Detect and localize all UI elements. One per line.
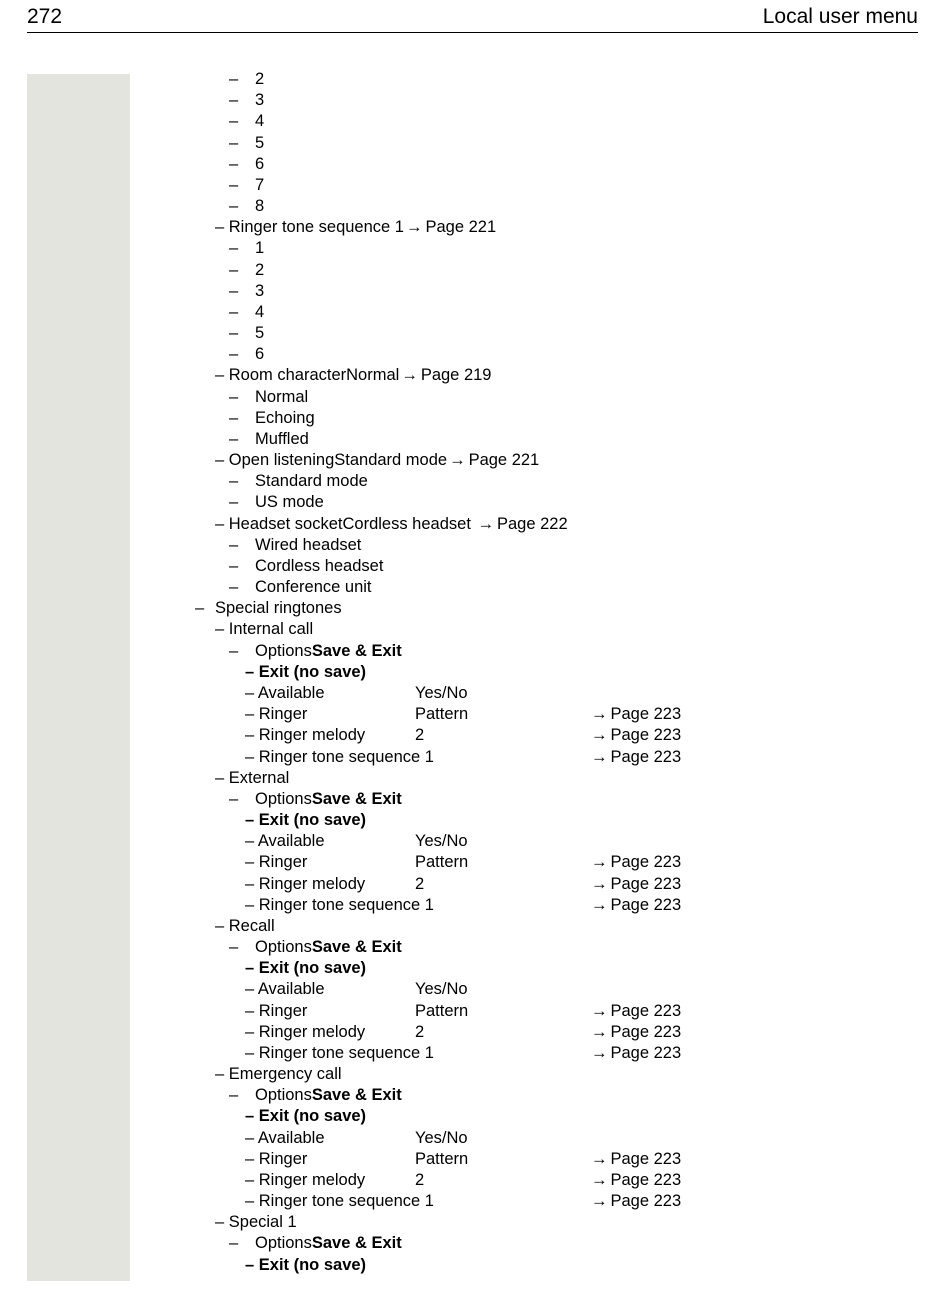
list-dash: – <box>229 260 239 279</box>
list-dash: – <box>229 472 239 491</box>
menu-item-text: Ringer tone sequence 1 <box>228 218 404 237</box>
setting-label: – Available <box>245 1128 325 1147</box>
menu-item-text: Recall <box>228 916 275 935</box>
setting-label: – Ringer <box>245 705 308 724</box>
setting-value: Pattern <box>415 1149 469 1168</box>
setting-value: Yes/No <box>415 980 468 999</box>
list-dash: – <box>229 789 239 808</box>
setting-label: – Ringer <box>245 1149 308 1168</box>
menu-value: 6 <box>255 154 265 173</box>
list-dash: – <box>229 1086 239 1105</box>
menu-tree <box>0 69 950 1276</box>
setting-label: – Available <box>245 980 325 999</box>
menu-item-label: – Room characterNormal → Page 219 <box>215 365 491 386</box>
setting-value: Yes/No <box>415 683 468 702</box>
page-reference[interactable]: Page 221 <box>468 451 540 470</box>
menu-item-ringer-tone-sequence <box>0 217 950 238</box>
list-dash: – <box>229 535 239 554</box>
exit-no-save-option: – Exit (no save) <box>245 1107 367 1126</box>
page-reference[interactable]: Page 223 <box>610 1043 682 1062</box>
header-rule <box>27 32 918 33</box>
menu-item-headset-socket <box>0 514 950 535</box>
page-reference-cell <box>589 852 681 873</box>
list-item <box>0 69 950 90</box>
list-item <box>0 492 950 513</box>
table-row <box>0 979 950 1000</box>
list-item <box>0 408 950 429</box>
list-dash: – <box>229 91 239 110</box>
menu-value: 1 <box>255 239 265 258</box>
options-text: Options <box>255 789 312 808</box>
menu-value: 3 <box>255 281 265 300</box>
menu-item-open-listening <box>0 450 950 471</box>
list-dash: – <box>229 408 239 427</box>
page-reference[interactable]: Page 219 <box>420 366 492 385</box>
page-reference[interactable]: Page 223 <box>610 1170 682 1189</box>
page-reference[interactable]: Page 223 <box>610 747 682 766</box>
list-dash: – <box>229 556 239 575</box>
menu-item-ringtone-group <box>0 1064 950 1085</box>
list-item <box>0 535 950 556</box>
exit-no-save-row <box>0 1106 950 1127</box>
menu-value: 5 <box>255 324 265 343</box>
right-arrow-icon: → <box>591 1043 608 1062</box>
exit-no-save-option: – Exit (no save) <box>245 811 367 830</box>
setting-value: 2 <box>415 1170 425 1189</box>
exit-no-save-row <box>0 662 950 683</box>
menu-item-label: – Headset socketCordless headset → Page 222 <box>215 514 568 535</box>
list-item <box>0 344 950 365</box>
list-dash: – <box>229 324 239 343</box>
save-exit-option: Save & Exit <box>311 1234 402 1253</box>
list-item <box>0 133 950 154</box>
setting-label: – Ringer tone sequence 1 <box>245 1043 434 1062</box>
list-dash: – <box>229 938 239 957</box>
table-row <box>0 725 950 746</box>
menu-value: 4 <box>255 112 265 131</box>
page-reference[interactable]: Page 223 <box>610 705 682 724</box>
list-dash: – <box>229 429 239 448</box>
options-text: Options <box>255 641 312 660</box>
table-row <box>0 1001 950 1022</box>
options-label <box>255 1085 402 1106</box>
menu-item-text: Emergency call <box>228 1065 342 1084</box>
setting-label: – Ringer melody <box>245 726 366 745</box>
options-text: Options <box>255 1086 312 1105</box>
table-row <box>0 874 950 895</box>
save-exit-option: Save & Exit <box>311 1086 402 1105</box>
table-row <box>0 1022 950 1043</box>
page-reference-cell <box>589 747 681 768</box>
menu-value: 2 <box>255 260 265 279</box>
list-item <box>0 238 950 259</box>
exit-no-save-option: – Exit (no save) <box>245 959 367 978</box>
options-text: Options <box>255 1234 312 1253</box>
table-row <box>0 852 950 873</box>
list-dash: – <box>229 493 239 512</box>
options-row <box>0 1233 950 1254</box>
setting-value: Pattern <box>415 1001 469 1020</box>
menu-item-text: Special ringtones <box>215 599 342 618</box>
menu-item-label: – Open listeningStandard mode → Page 221 <box>215 450 539 471</box>
table-row <box>0 1128 950 1149</box>
options-label <box>255 937 402 958</box>
right-arrow-icon: → <box>591 874 608 893</box>
list-dash: – <box>229 70 239 88</box>
exit-no-save-option: – Exit (no save) <box>245 1255 367 1274</box>
list-dash: – <box>229 281 239 300</box>
page-reference-cell <box>589 1191 681 1212</box>
page-reference[interactable]: Page 223 <box>610 1192 682 1211</box>
menu-value: Normal <box>255 387 309 406</box>
menu-item-label: – Recall <box>215 916 275 935</box>
page-reference[interactable]: Page 223 <box>610 853 682 872</box>
list-item <box>0 323 950 344</box>
setting-label: – Ringer tone sequence 1 <box>245 895 434 914</box>
list-dash: – <box>229 197 239 216</box>
list-item <box>0 429 950 450</box>
list-item <box>0 260 950 281</box>
options-row <box>0 1085 950 1106</box>
menu-item-text: External <box>228 768 290 787</box>
setting-label: – Ringer melody <box>245 1022 366 1041</box>
page-reference[interactable]: Page 223 <box>610 1149 682 1168</box>
list-item <box>0 471 950 492</box>
options-text: Options <box>255 938 312 957</box>
list-dash: – <box>229 345 239 364</box>
menu-value: Cordless headset <box>255 556 384 575</box>
right-arrow-icon: → <box>401 366 418 385</box>
menu-item-text: Open listeningStandard mode <box>228 451 448 470</box>
menu-item-text: Room characterNormal <box>228 366 400 385</box>
list-item <box>0 387 950 408</box>
setting-label: – Ringer tone sequence 1 <box>245 747 434 766</box>
list-item <box>0 556 950 577</box>
setting-value: 2 <box>415 726 425 745</box>
table-row <box>0 1043 950 1064</box>
right-arrow-icon: → <box>591 1149 608 1168</box>
list-dash: – <box>229 175 239 194</box>
setting-label: – Ringer tone sequence 1 <box>245 1192 434 1211</box>
menu-item-label: – Special 1 <box>215 1213 297 1232</box>
options-row <box>0 641 950 662</box>
table-row <box>0 1170 950 1191</box>
menu-item-ringtone-group <box>0 768 950 789</box>
list-dash: – <box>229 154 239 173</box>
menu-item-label: – Internal call <box>215 620 314 639</box>
page-reference[interactable]: Page 223 <box>610 895 682 914</box>
setting-value: 2 <box>415 1022 425 1041</box>
list-item <box>0 577 950 598</box>
menu-item-ringtone-group <box>0 916 950 937</box>
page-reference[interactable]: Page 223 <box>610 874 682 893</box>
right-arrow-icon: → <box>591 1192 608 1211</box>
right-arrow-icon: → <box>591 705 608 724</box>
setting-label: – Available <box>245 832 325 851</box>
table-row <box>0 704 950 725</box>
setting-value: Yes/No <box>415 1128 468 1147</box>
menu-item-ringtone-group <box>0 619 950 640</box>
setting-label: – Ringer <box>245 853 308 872</box>
page-reference-cell <box>589 725 681 746</box>
setting-label: – Available <box>245 683 325 702</box>
right-arrow-icon: → <box>591 853 608 872</box>
right-arrow-icon: → <box>591 1001 608 1020</box>
page-number: 272 <box>27 5 63 28</box>
setting-label: – Ringer melody <box>245 1170 366 1189</box>
menu-value: 3 <box>255 91 265 110</box>
save-exit-option: Save & Exit <box>311 641 402 660</box>
right-arrow-icon: → <box>591 895 608 914</box>
options-row <box>0 937 950 958</box>
menu-value: 5 <box>255 133 265 152</box>
right-arrow-icon: → <box>591 1170 608 1189</box>
exit-no-save-row <box>0 810 950 831</box>
list-item <box>0 281 950 302</box>
menu-item-label: – External <box>215 768 290 787</box>
table-row <box>0 1191 950 1212</box>
page-reference[interactable]: Page 221 <box>425 218 497 237</box>
right-arrow-icon: → <box>405 218 423 237</box>
page-reference-cell <box>589 1022 681 1043</box>
table-row <box>0 747 950 768</box>
list-dash: – <box>229 302 239 321</box>
list-item <box>0 175 950 196</box>
menu-value: 8 <box>255 197 265 216</box>
list-dash: – <box>195 599 205 618</box>
menu-item-text: Headset socketCordless headset <box>228 514 476 533</box>
list-item <box>0 302 950 323</box>
list-item <box>0 154 950 175</box>
menu-value: Wired headset <box>255 535 362 554</box>
page-reference-cell <box>589 704 681 725</box>
page-reference-cell <box>589 1043 681 1064</box>
save-exit-option: Save & Exit <box>311 789 402 808</box>
menu-value: 4 <box>255 302 265 321</box>
exit-no-save-row <box>0 1255 950 1276</box>
menu-item-label: – Emergency call <box>215 1065 342 1084</box>
save-exit-option: Save & Exit <box>311 938 402 957</box>
table-row <box>0 895 950 916</box>
page-reference-cell <box>589 895 681 916</box>
setting-label: – Ringer melody <box>245 874 366 893</box>
page-reference[interactable]: Page 223 <box>610 1001 682 1020</box>
menu-value: Conference unit <box>255 578 372 597</box>
setting-value: Pattern <box>415 705 469 724</box>
page-reference-cell <box>589 874 681 895</box>
page-reference[interactable]: Page 223 <box>610 1022 682 1041</box>
right-arrow-icon: → <box>449 451 466 470</box>
setting-value: Pattern <box>415 853 469 872</box>
page-reference-cell <box>589 1170 681 1191</box>
menu-value: 6 <box>255 345 265 364</box>
options-label <box>255 641 402 662</box>
right-arrow-icon: → <box>477 514 494 533</box>
menu-value: Echoing <box>255 408 315 427</box>
menu-value: 7 <box>255 175 265 194</box>
page-reference[interactable]: Page 222 <box>496 514 568 533</box>
list-dash: – <box>229 387 239 406</box>
list-item <box>0 196 950 217</box>
menu-item-ringtone-group <box>0 1212 950 1233</box>
table-row <box>0 683 950 704</box>
menu-item-room-character <box>0 365 950 386</box>
menu-value: 2 <box>255 70 265 88</box>
menu-item-special-ringtones <box>0 598 950 619</box>
exit-no-save-option: – Exit (no save) <box>245 662 367 681</box>
setting-label: – Ringer <box>245 1001 308 1020</box>
list-dash: – <box>229 1234 239 1253</box>
exit-no-save-row <box>0 958 950 979</box>
page-reference[interactable]: Page 223 <box>610 726 682 745</box>
options-label <box>255 1233 402 1254</box>
section-title: Local user menu <box>762 5 918 28</box>
menu-value: Standard mode <box>255 472 368 491</box>
list-dash: – <box>229 112 239 131</box>
page-reference-cell <box>589 1149 681 1170</box>
page-reference-cell <box>589 1001 681 1022</box>
setting-value: Yes/No <box>415 832 468 851</box>
setting-value: 2 <box>415 874 425 893</box>
list-dash: – <box>229 239 239 258</box>
right-arrow-icon: → <box>591 726 608 745</box>
menu-value: US mode <box>255 493 324 512</box>
list-dash: – <box>229 133 239 152</box>
right-arrow-icon: → <box>591 747 608 766</box>
list-dash: – <box>229 641 239 660</box>
list-dash: – <box>229 578 239 597</box>
options-label <box>255 789 402 810</box>
menu-item-text: Internal call <box>228 620 314 639</box>
menu-item-text: Special 1 <box>228 1213 297 1232</box>
list-item <box>0 90 950 111</box>
table-row <box>0 1149 950 1170</box>
menu-item-label: – Ringer tone sequence 1 → Page 221 <box>215 217 496 238</box>
right-arrow-icon: → <box>591 1022 608 1041</box>
menu-value: Muffled <box>255 429 309 448</box>
list-item <box>0 111 950 132</box>
table-row <box>0 831 950 852</box>
options-row <box>0 789 950 810</box>
